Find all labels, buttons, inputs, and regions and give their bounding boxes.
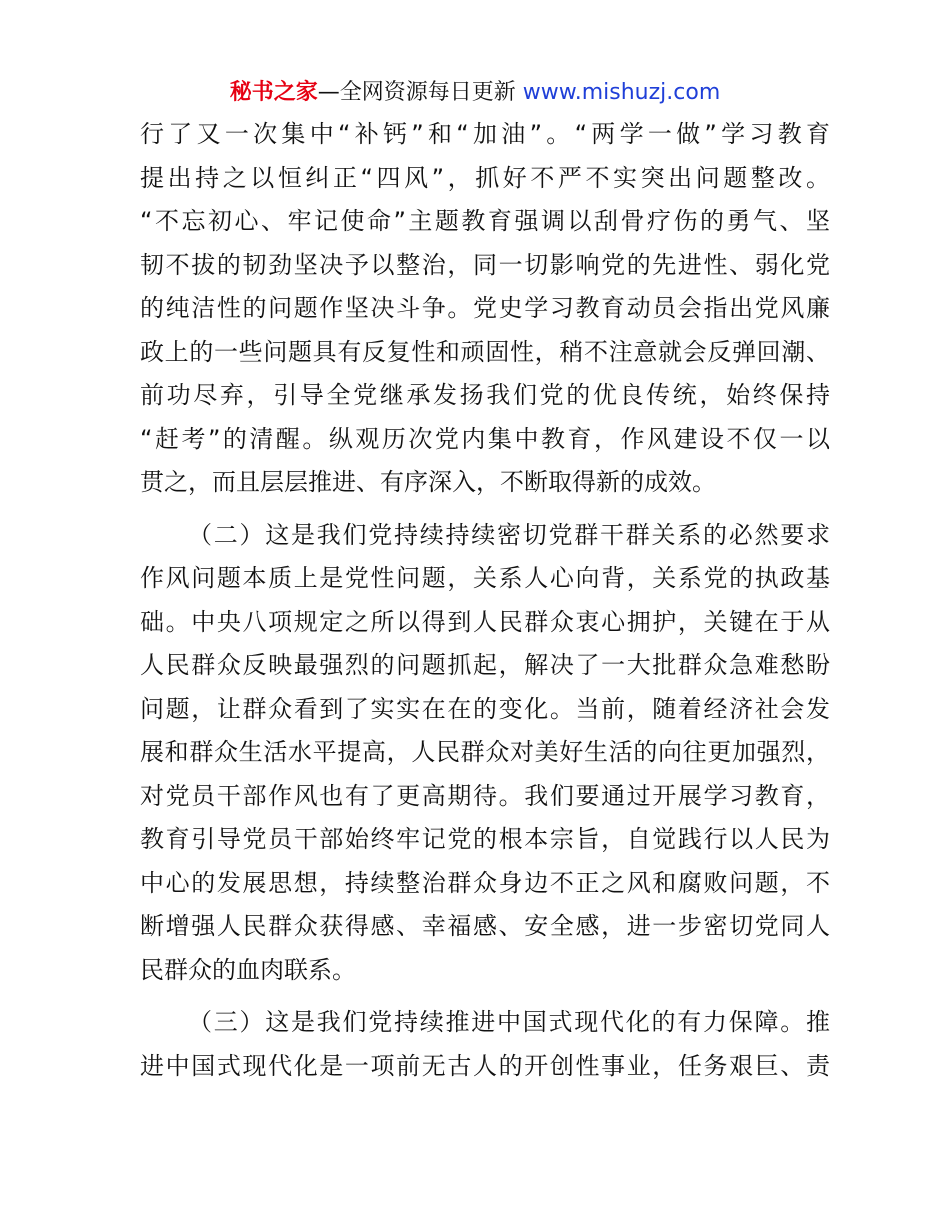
text-line: 贯之，而且层层推进、有序深入，不断取得新的成效。 [140,468,716,496]
document-body [140,113,830,1088]
site-brand-name: 秘书之家 [229,80,318,105]
text-line: 进中国式现代化是一项前无古人的开创性事业，任务艰巨、责 [140,1051,830,1080]
text-line: 展和群众生活水平提高，人民群众对美好生活的向往更加强烈， [140,738,830,766]
site-header [0,76,950,110]
text-line: 问题，让群众看到了实实在在的变化。当前，随着经济社会发 [140,694,830,723]
site-url-link[interactable]: www.mishuzj.com [522,80,721,105]
paragraph-section-three [140,1001,830,1088]
site-tagline: —全网资源每日更新 [317,80,523,105]
text-line: “不忘初心、牢记使命”主题教育强调以刮骨疗伤的勇气、坚 [140,207,830,235]
paragraph-continued [140,113,830,505]
text-line: 前功尽弃，引导全党继承发扬我们党的优良传统，始终保持 [140,381,830,409]
text-line: 提出持之以恒纠正“四风”，抓好不严不实突出问题整改。 [140,163,830,192]
text-line: 韧不拔的韧劲坚决予以整治，同一切影响党的先进性、弱化党 [140,250,830,279]
text-line: “赶考”的清醒。纵观历次党内集中教育，作风建设不仅一以 [140,424,830,453]
text-line: 断增强人民群众获得感、幸福感、安全感，进一步密切党同人 [140,912,830,940]
section-heading-line: （三）这是我们党持续推进中国式现代化的有力保障。推 [188,1008,830,1036]
text-line: 对党员干部作风也有了更高期待。我们要通过开展学习教育， [140,781,830,810]
text-line: 行了又一次集中“补钙”和“加油”。“两学一做”学习教育 [140,120,830,148]
paragraph-gap [140,505,830,514]
text-line: 作风问题本质上是党性问题，关系人心向背，关系党的执政基 [140,564,830,592]
section-heading-line: （二）这是我们党持续持续密切党群干群关系的必然要求 [188,520,830,549]
paragraph-gap [140,992,830,1001]
text-line: 教育引导党员干部始终牢记党的根本宗旨，自觉践行以人民为 [140,825,830,853]
text-line: 中心的发展思想，持续整治群众身边不正之风和腐败问题，不 [140,868,830,897]
text-line: 政上的一些问题具有反复性和顽固性，稍不注意就会反弹回潮、 [140,337,830,366]
text-line: 的纯洁性的问题作坚决斗争。党史学习教育动员会指出党风廉 [140,294,830,322]
paragraph-section-two [140,514,830,993]
text-line: 民群众的血肉联系。 [140,955,356,984]
text-line: 人民群众反映最强烈的问题抓起，解决了一大批群众急难愁盼 [140,651,830,679]
text-line: 础。中央八项规定之所以得到人民群众衷心拥护，关键在于从 [140,607,830,636]
